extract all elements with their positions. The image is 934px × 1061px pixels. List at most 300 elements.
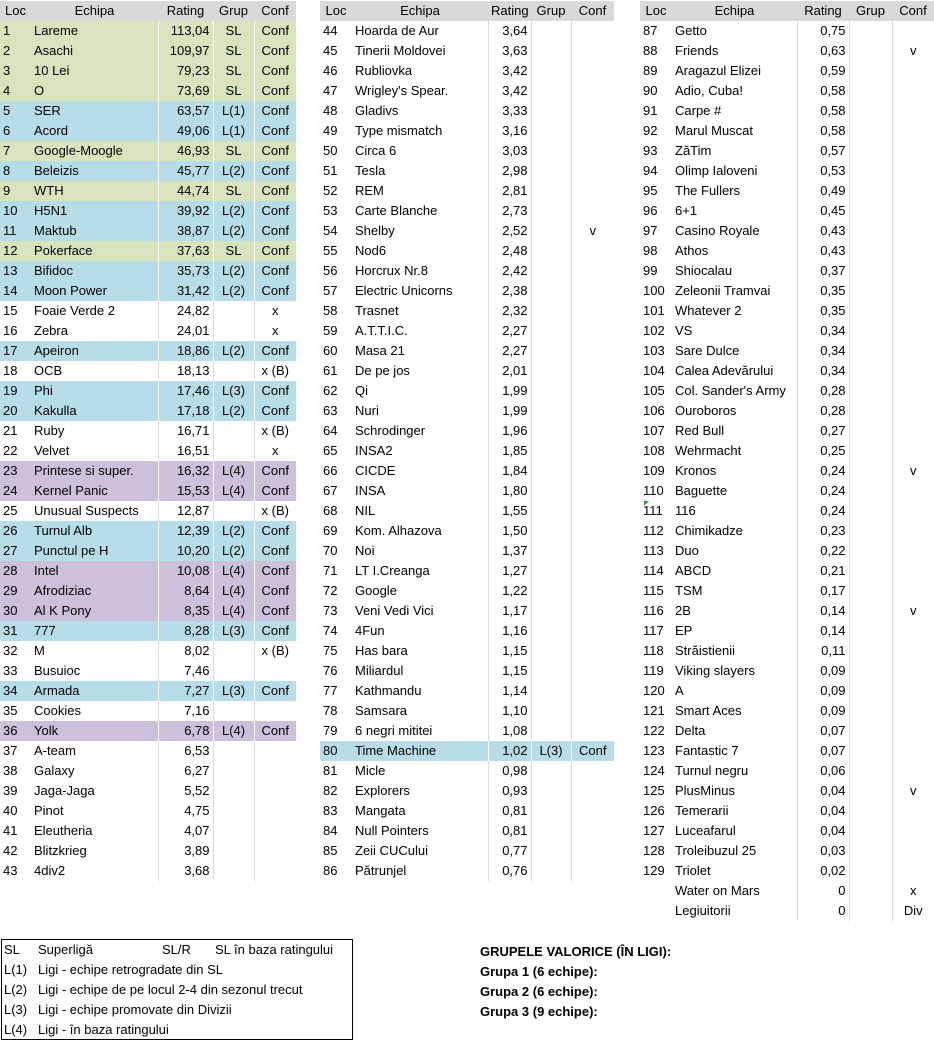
cell-team[interactable]: SER (31, 101, 158, 121)
cell-loc[interactable]: 75 (323, 643, 338, 658)
cell-conf[interactable] (571, 441, 614, 461)
cell-rating[interactable]: 0,59 (797, 61, 849, 81)
cell-team[interactable]: Acord (31, 121, 158, 141)
cell-rating[interactable]: 0,24 (797, 481, 849, 501)
cell-rating[interactable]: 1,85 (488, 441, 531, 461)
cell-team[interactable]: A.T.T.I.C. (352, 321, 488, 341)
cell-loc[interactable]: 56 (323, 263, 338, 278)
cell-grup[interactable]: L(1) (213, 121, 254, 141)
cell-grup[interactable] (213, 421, 254, 441)
cell-loc[interactable]: 34 (3, 683, 18, 698)
cell-rating[interactable]: 0,58 (797, 121, 849, 141)
cell-team[interactable]: Ruby (31, 421, 158, 441)
cell-rating[interactable]: 6,53 (158, 741, 213, 761)
cell-loc[interactable]: 36 (3, 723, 18, 738)
cell-grup[interactable] (849, 141, 892, 161)
cell-conf[interactable]: Conf (261, 463, 289, 478)
cell-team[interactable]: Micle (352, 761, 488, 781)
cell-loc[interactable]: 40 (3, 803, 18, 818)
cell-grup[interactable] (531, 541, 571, 561)
cell-rating[interactable]: 3,42 (488, 81, 531, 101)
cell-team[interactable]: Electric Unicorns (352, 281, 488, 301)
cell-grup[interactable] (849, 361, 892, 381)
cell-team[interactable]: O (31, 81, 158, 101)
cell-grup[interactable] (213, 761, 254, 781)
cell-team[interactable]: Intel (31, 561, 158, 581)
cell-conf[interactable] (892, 441, 934, 461)
cell-rating[interactable]: 1,15 (488, 641, 531, 661)
cell-conf[interactable] (571, 341, 614, 361)
cell-loc[interactable]: 29 (3, 583, 18, 598)
cell-grup[interactable] (531, 721, 571, 741)
cell-grup[interactable] (531, 101, 571, 121)
cell-grup[interactable] (531, 381, 571, 401)
cell-conf[interactable]: x (B) (261, 643, 289, 658)
cell-grup[interactable] (849, 601, 892, 621)
cell-loc[interactable]: 9 (3, 183, 11, 198)
cell-grup[interactable]: SL (213, 141, 254, 161)
cell-rating[interactable]: 0,22 (797, 541, 849, 561)
cell-grup[interactable]: L(4) (213, 481, 254, 501)
cell-conf[interactable]: x (B) (261, 363, 289, 378)
cell-grup[interactable] (213, 741, 254, 761)
col-header-rating[interactable]: Rating (797, 1, 849, 21)
cell-rating[interactable]: 16,71 (158, 421, 213, 441)
cell-team[interactable]: Kom. Alhazova (352, 521, 488, 541)
cell-loc[interactable]: 3 (3, 63, 11, 78)
cell-grup[interactable] (849, 341, 892, 361)
cell-team[interactable]: CICDE (352, 461, 488, 481)
cell-rating[interactable]: 2,98 (488, 161, 531, 181)
cell-rating[interactable]: 45,77 (158, 161, 213, 181)
cell-loc[interactable]: 121 (643, 703, 665, 718)
cell-conf[interactable] (892, 681, 934, 701)
cell-loc[interactable]: 85 (323, 843, 338, 858)
cell-loc[interactable]: 94 (643, 163, 658, 178)
cell-rating[interactable]: 1,15 (488, 661, 531, 681)
cell-team[interactable]: NIL (352, 501, 488, 521)
cell-loc[interactable]: 5 (3, 103, 11, 118)
cell-conf[interactable] (571, 761, 614, 781)
cell-team[interactable]: Troleibuzul 25 (672, 841, 797, 861)
cell-team[interactable]: Type mismatch (352, 121, 488, 141)
cell-conf[interactable] (571, 621, 614, 641)
cell-conf[interactable] (571, 61, 614, 81)
cell-loc[interactable]: 44 (323, 23, 338, 38)
cell-team[interactable]: Casino Royale (672, 221, 797, 241)
cell-conf[interactable] (892, 841, 934, 861)
cell-rating[interactable]: 6,27 (158, 761, 213, 781)
cell-team[interactable]: Adio, Cuba! (672, 81, 797, 101)
cell-team[interactable]: Yolk (31, 721, 158, 741)
cell-grup[interactable] (849, 641, 892, 661)
cell-rating[interactable]: 0,09 (797, 681, 849, 701)
cell-team[interactable]: Pinot (31, 801, 158, 821)
cell-conf[interactable]: x (B) (261, 423, 289, 438)
cell-loc[interactable]: 52 (323, 183, 338, 198)
cell-loc[interactable]: 86 (323, 863, 338, 878)
cell-team[interactable]: 6+1 (672, 201, 797, 221)
cell-rating[interactable]: 3,63 (488, 41, 531, 61)
cell-conf[interactable] (254, 841, 296, 861)
cell-loc[interactable]: 38 (3, 763, 18, 778)
col-header-loc[interactable]: Loc (0, 1, 31, 21)
cell-conf[interactable] (571, 681, 614, 701)
cell-rating[interactable]: 0,34 (797, 341, 849, 361)
cell-grup[interactable] (531, 681, 571, 701)
cell-rating[interactable]: 0,24 (797, 501, 849, 521)
cell-grup[interactable]: SL (213, 61, 254, 81)
cell-grup[interactable] (531, 341, 571, 361)
cell-team[interactable]: Maktub (31, 221, 158, 241)
cell-rating[interactable]: 0,09 (797, 661, 849, 681)
cell-loc[interactable]: 92 (643, 123, 658, 138)
cell-rating[interactable]: 0,09 (797, 701, 849, 721)
cell-loc[interactable]: 119 (643, 663, 664, 678)
cell-team[interactable]: Sare Dulce (672, 341, 797, 361)
cell-grup[interactable] (213, 841, 254, 861)
cell-grup[interactable] (849, 241, 892, 261)
cell-rating[interactable]: 39,92 (158, 201, 213, 221)
cell-team[interactable]: 4Fun (352, 621, 488, 641)
cell-loc[interactable]: 112 (643, 523, 664, 538)
cell-conf[interactable]: Conf (261, 563, 289, 578)
cell-conf[interactable]: Conf (261, 523, 289, 538)
cell-loc[interactable]: 71 (323, 563, 338, 578)
cell-team[interactable]: 116 (672, 501, 797, 521)
cell-team[interactable]: Delta (672, 721, 797, 741)
cell-rating[interactable]: 10,20 (158, 541, 213, 561)
cell-grup[interactable] (213, 641, 254, 661)
cell-rating[interactable]: 0,81 (488, 801, 531, 821)
cell-grup[interactable]: L(2) (213, 341, 254, 361)
cell-team[interactable]: 4div2 (31, 861, 158, 881)
cell-team[interactable]: M (31, 641, 158, 661)
cell-conf[interactable] (571, 641, 614, 661)
cell-loc[interactable]: 113 (643, 543, 664, 558)
cell-grup[interactable] (213, 321, 254, 341)
cell-rating[interactable]: 0,24 (797, 461, 849, 481)
cell-grup[interactable] (531, 841, 571, 861)
cell-rating[interactable]: 0,25 (797, 441, 849, 461)
cell-rating[interactable]: 8,28 (158, 621, 213, 641)
cell-rating[interactable]: 31,42 (158, 281, 213, 301)
cell-team[interactable]: Kakulla (31, 401, 158, 421)
cell-conf[interactable] (892, 861, 934, 881)
cell-loc[interactable] (640, 881, 672, 901)
cell-conf[interactable]: Conf (579, 743, 607, 758)
cell-conf[interactable]: Conf (261, 243, 289, 258)
cell-loc[interactable]: 35 (3, 703, 18, 718)
cell-conf[interactable] (571, 481, 614, 501)
cell-loc[interactable]: 118 (643, 643, 664, 658)
cell-conf[interactable] (892, 501, 934, 521)
cell-conf[interactable] (892, 421, 934, 441)
cell-rating[interactable]: 0,43 (797, 221, 849, 241)
cell-conf[interactable]: x (272, 443, 279, 458)
cell-loc[interactable]: 48 (323, 103, 338, 118)
cell-team[interactable]: Trasnet (352, 301, 488, 321)
cell-loc[interactable]: 41 (3, 823, 18, 838)
cell-team[interactable]: Viking slayers (672, 661, 797, 681)
cell-loc[interactable]: 24 (3, 483, 18, 498)
cell-loc[interactable]: 59 (323, 323, 338, 338)
cell-team[interactable]: REM (352, 181, 488, 201)
cell-grup[interactable]: SL (213, 41, 254, 61)
cell-conf[interactable] (571, 301, 614, 321)
cell-grup[interactable] (849, 621, 892, 641)
cell-grup[interactable]: L(3) (531, 741, 571, 761)
cell-conf[interactable]: v (910, 603, 917, 618)
cell-conf[interactable]: Conf (261, 383, 289, 398)
cell-team[interactable]: Pokerface (31, 241, 158, 261)
cell-conf[interactable]: v (910, 783, 917, 798)
cell-rating[interactable]: 1,55 (488, 501, 531, 521)
cell-team[interactable]: H5N1 (31, 201, 158, 221)
cell-rating[interactable]: 3,03 (488, 141, 531, 161)
cell-team[interactable]: Afrodiziac (31, 581, 158, 601)
cell-rating[interactable]: 37,63 (158, 241, 213, 261)
cell-grup[interactable] (849, 701, 892, 721)
cell-grup[interactable]: L(4) (213, 601, 254, 621)
cell-rating[interactable]: 0,37 (797, 261, 849, 281)
cell-grup[interactable] (213, 361, 254, 381)
cell-team[interactable]: 777 (31, 621, 158, 641)
cell-grup[interactable] (531, 241, 571, 261)
cell-team[interactable]: Carte Blanche (352, 201, 488, 221)
cell-grup[interactable] (849, 21, 892, 41)
cell-team[interactable]: Pătrunjel (352, 861, 488, 881)
cell-loc[interactable]: 123 (643, 743, 665, 758)
cell-loc[interactable]: 64 (323, 423, 338, 438)
cell-loc[interactable]: 70 (323, 543, 338, 558)
cell-team[interactable]: Luceafarul (672, 821, 797, 841)
cell-grup[interactable] (531, 581, 571, 601)
cell-rating[interactable]: 0,23 (797, 521, 849, 541)
cell-grup[interactable] (849, 781, 892, 801)
cell-conf[interactable]: Conf (261, 163, 289, 178)
cell-conf[interactable] (892, 141, 934, 161)
cell-loc[interactable]: 15 (3, 303, 18, 318)
cell-loc[interactable]: 122 (643, 723, 665, 738)
cell-rating[interactable]: 0,04 (797, 821, 849, 841)
col-header-grup[interactable]: Grup (531, 1, 571, 21)
cell-team[interactable]: OCB (31, 361, 158, 381)
cell-loc[interactable]: 45 (323, 43, 338, 58)
cell-loc[interactable]: 51 (323, 163, 338, 178)
cell-team[interactable]: Ouroboros (672, 401, 797, 421)
cell-loc[interactable]: 19 (3, 383, 18, 398)
cell-rating[interactable]: 46,93 (158, 141, 213, 161)
cell-loc[interactable]: 25 (3, 503, 18, 518)
cell-team[interactable]: ZăTim (672, 141, 797, 161)
cell-grup[interactable] (849, 41, 892, 61)
cell-rating[interactable]: 0,07 (797, 721, 849, 741)
cell-grup[interactable] (531, 401, 571, 421)
cell-loc[interactable]: 103 (643, 343, 665, 358)
cell-rating[interactable]: 18,13 (158, 361, 213, 381)
cell-conf[interactable] (571, 561, 614, 581)
cell-grup[interactable] (531, 21, 571, 41)
cell-team[interactable]: Legiuitorii (672, 901, 797, 921)
cell-conf[interactable] (571, 861, 614, 881)
cell-grup[interactable]: L(2) (213, 401, 254, 421)
cell-conf[interactable] (571, 361, 614, 381)
cell-grup[interactable] (849, 861, 892, 881)
cell-grup[interactable] (531, 141, 571, 161)
cell-team[interactable]: Explorers (352, 781, 488, 801)
cell-grup[interactable] (849, 301, 892, 321)
cell-loc[interactable]: 91 (643, 103, 658, 118)
cell-loc[interactable]: 116 (643, 603, 664, 618)
cell-grup[interactable] (849, 261, 892, 281)
cell-rating[interactable]: 0,76 (488, 861, 531, 881)
cell-grup[interactable] (849, 581, 892, 601)
cell-loc[interactable]: 21 (3, 423, 18, 438)
cell-loc[interactable]: 63 (323, 403, 338, 418)
cell-team[interactable]: Shelby (352, 221, 488, 241)
cell-rating[interactable]: 12,87 (158, 501, 213, 521)
cell-grup[interactable] (531, 781, 571, 801)
cell-grup[interactable]: SL (213, 81, 254, 101)
cell-loc[interactable]: 65 (323, 443, 338, 458)
cell-team[interactable]: Armada (31, 681, 158, 701)
cell-rating[interactable]: 0,04 (797, 801, 849, 821)
cell-grup[interactable]: L(4) (213, 581, 254, 601)
cell-grup[interactable] (531, 361, 571, 381)
cell-team[interactable]: Străistienii (672, 641, 797, 661)
cell-loc[interactable]: 7 (3, 143, 11, 158)
cell-conf[interactable] (892, 61, 934, 81)
cell-grup[interactable] (531, 221, 571, 241)
cell-conf[interactable] (571, 521, 614, 541)
cell-rating[interactable]: 0,35 (797, 281, 849, 301)
cell-rating[interactable]: 1,17 (488, 601, 531, 621)
cell-conf[interactable] (892, 741, 934, 761)
cell-conf[interactable] (254, 801, 296, 821)
cell-team[interactable]: Schrodinger (352, 421, 488, 441)
col-header-rating[interactable]: Rating (158, 1, 213, 21)
cell-conf[interactable] (571, 381, 614, 401)
cell-rating[interactable]: 63,57 (158, 101, 213, 121)
cell-rating[interactable]: 7,46 (158, 661, 213, 681)
cell-rating[interactable]: 2,38 (488, 281, 531, 301)
cell-loc[interactable]: 128 (643, 843, 665, 858)
cell-rating[interactable]: 2,32 (488, 301, 531, 321)
cell-conf[interactable] (571, 501, 614, 521)
cell-rating[interactable]: 0,06 (797, 761, 849, 781)
cell-rating[interactable]: 0,63 (797, 41, 849, 61)
cell-loc[interactable]: 37 (3, 743, 18, 758)
cell-conf[interactable] (892, 381, 934, 401)
cell-conf[interactable]: Conf (261, 723, 289, 738)
cell-grup[interactable] (213, 861, 254, 881)
cell-rating[interactable]: 1,02 (488, 741, 531, 761)
cell-conf[interactable] (892, 521, 934, 541)
cell-conf[interactable]: Conf (261, 63, 289, 78)
cell-conf[interactable] (571, 461, 614, 481)
cell-grup[interactable]: L(2) (213, 261, 254, 281)
cell-grup[interactable] (531, 601, 571, 621)
cell-loc[interactable]: 4 (3, 83, 11, 98)
cell-grup[interactable] (849, 181, 892, 201)
cell-grup[interactable] (213, 781, 254, 801)
cell-rating[interactable]: 24,01 (158, 321, 213, 341)
cell-conf[interactable] (892, 701, 934, 721)
cell-conf[interactable] (892, 181, 934, 201)
cell-rating[interactable]: 18,86 (158, 341, 213, 361)
cell-rating[interactable]: 0,17 (797, 581, 849, 601)
cell-conf[interactable] (571, 701, 614, 721)
cell-conf[interactable] (571, 201, 614, 221)
cell-rating[interactable]: 2,42 (488, 261, 531, 281)
cell-conf[interactable]: Conf (261, 223, 289, 238)
col-header-team[interactable]: Echipa (352, 1, 488, 21)
cell-rating[interactable]: 1,27 (488, 561, 531, 581)
cell-loc[interactable]: 62 (323, 383, 338, 398)
cell-rating[interactable]: 0,57 (797, 141, 849, 161)
cell-team[interactable]: Foaie Verde 2 (31, 301, 158, 321)
cell-rating[interactable]: 2,81 (488, 181, 531, 201)
cell-team[interactable]: Baguette (672, 481, 797, 501)
cell-team[interactable]: Google-Moogle (31, 141, 158, 161)
cell-rating[interactable]: 3,64 (488, 21, 531, 41)
cell-loc[interactable]: 33 (3, 663, 18, 678)
cell-team[interactable]: Smart Aces (672, 701, 797, 721)
cell-rating[interactable]: 0,53 (797, 161, 849, 181)
cell-team[interactable]: 6 negri mititei (352, 721, 488, 741)
cell-rating[interactable]: 1,99 (488, 401, 531, 421)
cell-grup[interactable] (849, 61, 892, 81)
cell-grup[interactable] (531, 261, 571, 281)
cell-grup[interactable] (849, 401, 892, 421)
cell-conf[interactable] (571, 601, 614, 621)
cell-conf[interactable] (571, 421, 614, 441)
cell-grup[interactable] (531, 441, 571, 461)
cell-team[interactable]: Zebra (31, 321, 158, 341)
cell-conf[interactable] (892, 121, 934, 141)
cell-conf[interactable]: Conf (261, 103, 289, 118)
cell-team[interactable]: Phi (31, 381, 158, 401)
cell-conf[interactable] (892, 201, 934, 221)
cell-grup[interactable] (531, 281, 571, 301)
cell-conf[interactable]: Conf (261, 123, 289, 138)
cell-team[interactable]: Zeleonii Tramvai (672, 281, 797, 301)
cell-loc[interactable]: 32 (3, 643, 18, 658)
cell-team[interactable]: Wrigley's Spear. (352, 81, 488, 101)
cell-rating[interactable]: 0,28 (797, 401, 849, 421)
cell-loc[interactable]: 49 (323, 123, 338, 138)
cell-loc[interactable]: 53 (323, 203, 338, 218)
cell-loc[interactable]: 102 (643, 323, 665, 338)
cell-rating[interactable]: 1,16 (488, 621, 531, 641)
cell-loc[interactable]: 60 (323, 343, 338, 358)
col-header-grup[interactable]: Grup (213, 1, 254, 21)
cell-rating[interactable]: 1,22 (488, 581, 531, 601)
cell-loc[interactable]: 78 (323, 703, 338, 718)
cell-team[interactable]: The Fullers (672, 181, 797, 201)
cell-conf[interactable]: Conf (261, 603, 289, 618)
cell-grup[interactable] (849, 221, 892, 241)
cell-grup[interactable] (531, 81, 571, 101)
cell-loc[interactable]: 66 (323, 463, 338, 478)
cell-grup[interactable]: L(2) (213, 201, 254, 221)
cell-conf[interactable] (892, 341, 934, 361)
cell-rating[interactable]: 17,18 (158, 401, 213, 421)
cell-loc[interactable]: 57 (323, 283, 338, 298)
cell-team[interactable]: Wehrmacht (672, 441, 797, 461)
cell-conf[interactable]: x (B) (261, 503, 289, 518)
